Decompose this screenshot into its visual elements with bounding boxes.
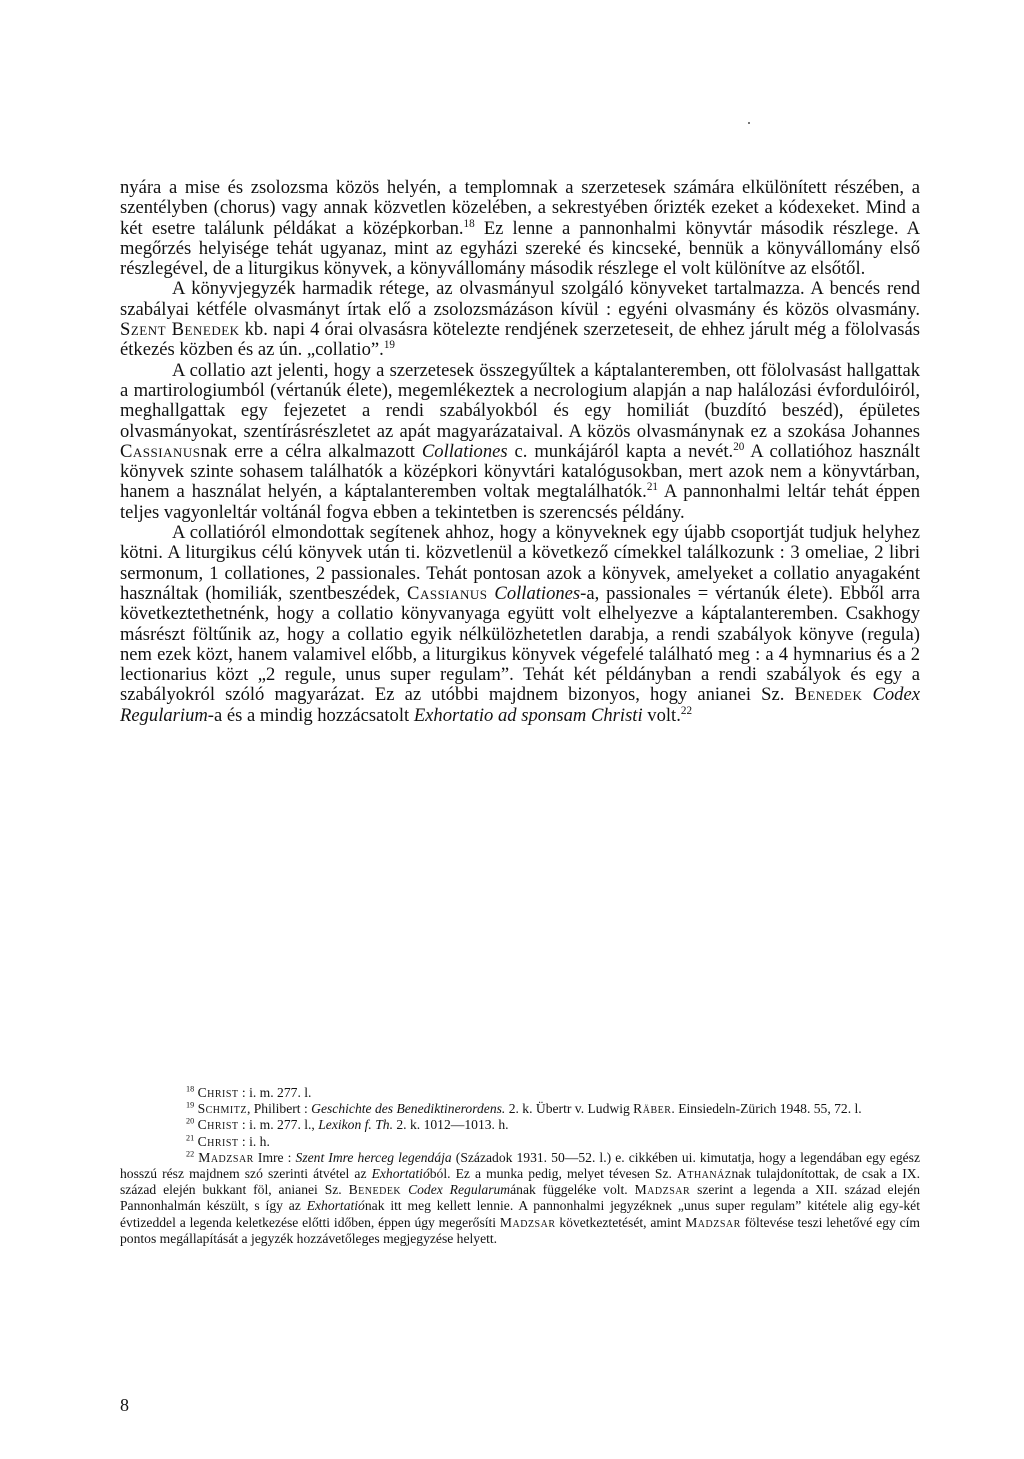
footnote-ref-20: 20 bbox=[733, 440, 745, 453]
author-name: Benedek bbox=[794, 684, 863, 706]
author-name: Christ bbox=[197, 1085, 239, 1100]
paragraph-3-text-c: c. munkájáról kapta a nevét. bbox=[507, 440, 734, 462]
footnote-text: nak itt meg kellett lennie. A pannonhalmi jegyzéknek „unus super regulam” kitétele alig egy-két évtizeddel a legenda keletkezése előtti időben, éppen úgy megerősíti bbox=[120, 1198, 920, 1230]
footnote-text: szerint a legenda a XII. század elején Pannonhalmán készült, s így az bbox=[120, 1182, 920, 1214]
author-name: Madzsar bbox=[499, 1214, 556, 1230]
author-name: Madzsar bbox=[685, 1214, 741, 1230]
author-name: Cassianus bbox=[407, 582, 488, 604]
scan-speck bbox=[748, 122, 750, 124]
footnote-ref-18: 18 bbox=[463, 217, 475, 230]
author-name: Benedek bbox=[348, 1182, 402, 1198]
work-title: Exhortatió bbox=[371, 1166, 430, 1182]
page-number: 8 bbox=[120, 1395, 129, 1415]
footnote-21 bbox=[120, 1134, 920, 1150]
footnote-text: : i. m. 277. l. bbox=[238, 1085, 312, 1100]
author-name: Christ bbox=[197, 1133, 239, 1149]
paragraph-1-text-end: Ez lenne a pannonhalmi könyvtár második részlege. A megőrzés helyisége tehát ugyanaz, mint az egyházi szereké és kincseké, bennük a könyvállomány első részlegével, de a liturgikus könyvek, a könyvállomány második részlege el volt különítve az elsőtől. bbox=[120, 217, 920, 280]
footnote-ref-21: 21 bbox=[646, 481, 658, 494]
paragraph-3-text-b: nak erre a célra alkalmazott bbox=[200, 440, 422, 462]
paragraph-4-text-d: volt. bbox=[642, 704, 681, 726]
paragraph-4-text-a: A collatióról elmondottak segítenek ahhoz, hogy a könyveknek egy újabb csoportját tudjuk helyhez kötni. A liturgikus célú könyvek után ti. közvetlenül a következő címekkel találkozunk : 3 omeliae, 2 libri sermonum, 1 collationes, 2 passionales. Tehát pontosan azok a könyvek, amelyeket a collatio anyagaként használtak (homiliák, szentbeszédek, bbox=[120, 522, 920, 604]
author-name: Schmitz bbox=[197, 1101, 247, 1117]
work-title: Collationes bbox=[494, 582, 581, 604]
footnote-19 bbox=[120, 1101, 920, 1117]
footnote-text: ának függeléke volt. bbox=[510, 1182, 635, 1198]
paragraph-3-text-a: A collatio azt jelenti, hogy a szerzetesek összegyűltek a káptalanteremben, ott fölolvasást hallgattak a martirologiumból (vértanúk élete), megemlékeztek a necrologium alapján a nap halálozási évfordulóiról, meghallgattak egy fejezetet a rendi szabályokból és egy homiliát (buzdító beszéd), épületes olvasmányokat, szentírásrészletet az apát magyarázataival. A közös olvasmánynak ez a szokása Johannes bbox=[120, 359, 920, 442]
footnote-ref-19: 19 bbox=[383, 339, 395, 352]
footnotes bbox=[120, 1085, 920, 1247]
work-title: Codex Regularium bbox=[120, 684, 920, 726]
author-name: Athanáz bbox=[677, 1166, 732, 1182]
footnote-number: 21 bbox=[186, 1133, 195, 1143]
footnote-text: ból. Ez a munka pedig, melyet tévesen Sz. bbox=[429, 1166, 678, 1182]
work-title: Geschichte des Benediktinerordens. bbox=[311, 1101, 506, 1117]
footnote-text: (Századok 1931. 50—52. l.) e. cikkében ui. kimutatja, hogy a legendában egy egész hosszú rész majdnem szó szerinti átvétel az bbox=[120, 1149, 920, 1182]
footnote-number: 22 bbox=[186, 1149, 195, 1159]
footnote-text: 2. k. 1012—1013. h. bbox=[392, 1117, 509, 1133]
footnote-20 bbox=[120, 1117, 920, 1133]
paragraph-4-text-b: -a, passionales = vértanúk élete). Ebből arra következtethetnénk, hogy a collatio könyvanyaga együtt volt elhelyezve a káptalanteremben. Csakhogy másrészt föltűnik az, hogy a collatio egyik nélkülözhetetlen darabja, a rendi szabályok könyve (regula) nem ezek közt, hanem valamivel előbb, a liturgikus könyvek végefelé található meg : a 4 hymnarius és a 2 lectionarius közt „2 regule, unus super regulam”. Tehát két példányban a rendi szabályok és egy a szabályokról szóló magyarázat. Ez az utóbbi majdnem bizonyos, hogy anianei Sz. bbox=[120, 582, 920, 706]
main-text bbox=[120, 178, 920, 726]
footnote-text: , Philibert : bbox=[246, 1101, 312, 1117]
footnote-text: . Einsiedeln-Zürich 1948. 55, 72. l. bbox=[671, 1101, 862, 1117]
footnote-text: : i. m. 277. l., bbox=[238, 1117, 319, 1133]
work-title: Lexikon f. Th. bbox=[318, 1117, 393, 1133]
author-name: Szent Benedek bbox=[120, 319, 240, 341]
paragraph-2-text-a: A könyvjegyzék harmadik rétege, az olvasmányul szolgáló könyveket tartalmazza. A bencés rend szabályai kétféle olvasmányt írtak elő a zsolozsmázáson kívül : egyéni olvasmány és közös olvasmány. bbox=[120, 278, 920, 320]
paragraph-3-text-e: A pannonhalmi leltár tehát éppen teljes vagyonleltár voltánál fogva ebben a tekintetben is szerencsés példány. bbox=[120, 481, 920, 523]
footnote-text: következtetését, amint bbox=[555, 1214, 686, 1230]
footnote-text: nak tulajdonítottak, de csak a IX. század elején bukkant föl, anianei Sz. bbox=[120, 1166, 920, 1198]
work-title: Exhortatio ad sponsam Christi bbox=[413, 704, 643, 726]
paragraph-2 bbox=[120, 279, 920, 360]
paragraph-3 bbox=[120, 361, 920, 523]
footnote-number: 19 bbox=[186, 1100, 195, 1110]
author-name: Madzsar bbox=[634, 1182, 691, 1198]
footnote-text: Imre : bbox=[253, 1149, 296, 1165]
footnote-ref-22: 22 bbox=[680, 704, 693, 717]
author-name: Madzsar bbox=[198, 1149, 254, 1165]
paragraph-3-text-d: A collatióhoz használt könyvek szinte sohasem találhatók a középkori könyvtári katalógusokban, mert azok nem a könyvtárban, hanem a használat helyén, a káptalanteremben voltak megtalálhatók. bbox=[120, 440, 920, 503]
footnote-number: 20 bbox=[186, 1117, 195, 1127]
work-title: Collationes bbox=[421, 440, 508, 462]
paragraph-1 bbox=[120, 178, 920, 279]
author-name: Cassianus bbox=[120, 440, 201, 462]
author-name: Räber bbox=[633, 1101, 672, 1117]
author-name: Christ bbox=[197, 1117, 239, 1133]
footnote-text: 2. k. Übertr v. Ludwig bbox=[505, 1101, 634, 1117]
paragraph-4-text-c: -a és a mindig hozzácsatolt bbox=[207, 704, 414, 726]
body-text bbox=[120, 178, 920, 726]
footnote-number: 18 bbox=[186, 1084, 195, 1094]
footnote-text: : i. h. bbox=[238, 1133, 270, 1149]
paragraph-2-text-b: kb. napi 4 órai olvasásra kötelezte rendjének szerzeteseit, de ehhez járult még a fölolvasás étkezés közben és az ún. „collatio”. bbox=[120, 319, 920, 361]
work-title: Szent Imre herceg legendája bbox=[295, 1149, 452, 1165]
footnote-18 bbox=[120, 1085, 920, 1101]
work-title: Codex Regularum bbox=[408, 1182, 511, 1198]
footnote-text: föltevése teszi lehetővé egy cím pontos megállapítását a jegyzék hozzávetőleges megjegyzése helyett. bbox=[120, 1214, 921, 1246]
paragraph-4 bbox=[120, 523, 920, 726]
work-title: Exhortatió bbox=[306, 1198, 365, 1214]
paragraph-1-text: nyára a mise és zsolozsma közös helyén, a templomnak a szerzetesek számára elkülönített részében, a szentélyben (chorus) vagy annak közvetlen közelében, a sekrestyében őrizték ezeket a kódexeket. Mind a két esetre találunk példákat a középkorban. bbox=[120, 177, 920, 239]
footnote-22 bbox=[120, 1150, 920, 1247]
